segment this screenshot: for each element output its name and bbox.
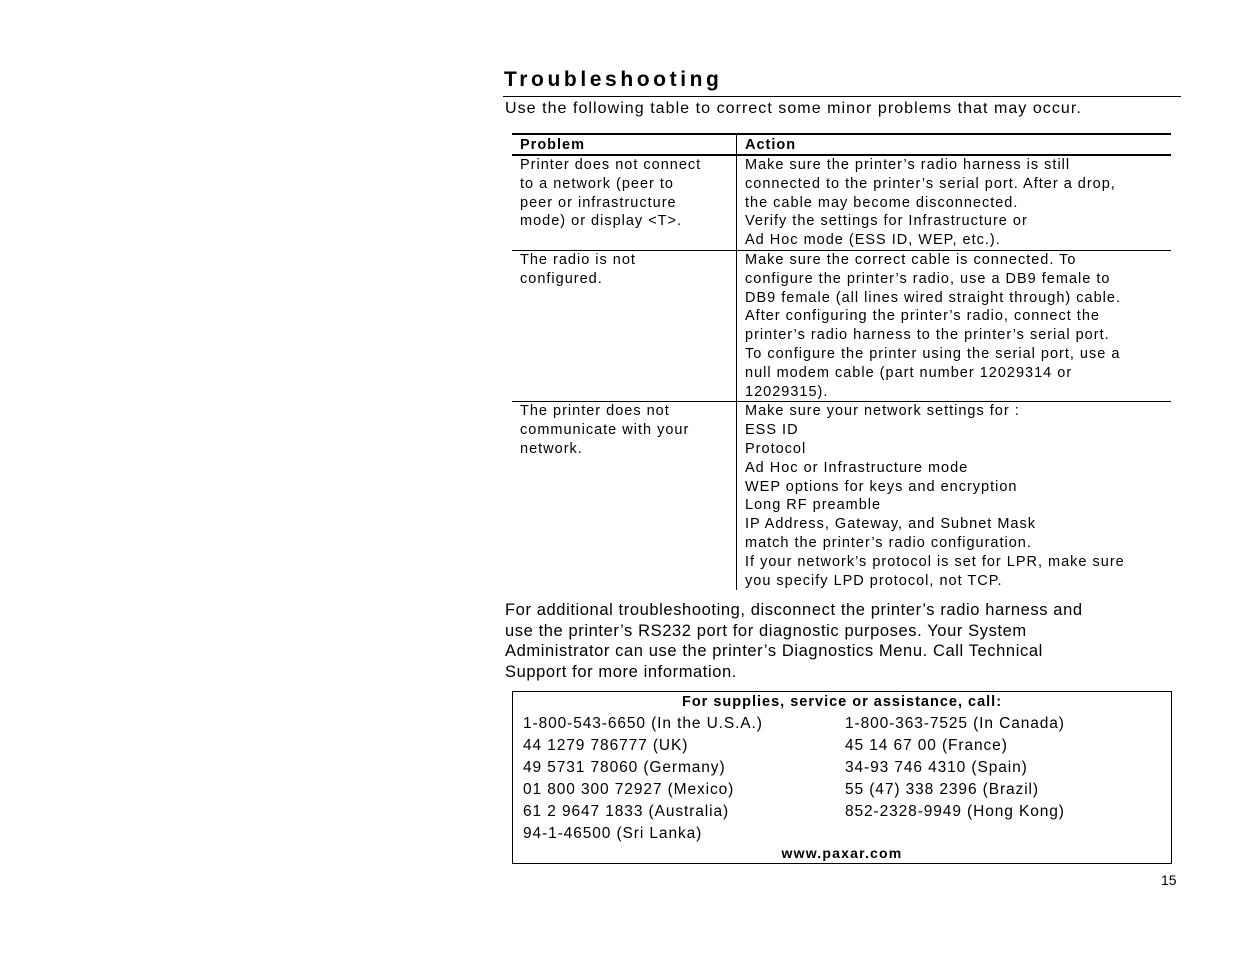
contact-list-left bbox=[523, 713, 763, 845]
table-row bbox=[512, 250, 1171, 401]
troubleshooting-table bbox=[512, 133, 1171, 590]
intro-text: Use the following table to correct some minor problems that may occur. bbox=[505, 100, 1082, 117]
phone-number: 44 1279 786777 (UK) bbox=[523, 737, 689, 754]
contact-list-right bbox=[845, 713, 1065, 823]
action-column-header: Action bbox=[737, 134, 1172, 155]
contact-heading: For supplies, service or assistance, call: bbox=[681, 694, 1003, 710]
phone-number: 1-800-543-6650 (In the U.S.A.) bbox=[523, 715, 763, 732]
phone-number: 61 2 9647 1833 (Australia) bbox=[523, 803, 730, 820]
website-url: www.paxar.com bbox=[781, 845, 903, 861]
phone-number: 852-2328-9949 (Hong Kong) bbox=[845, 803, 1065, 820]
phone-number: 94-1-46500 (Sri Lanka) bbox=[523, 825, 703, 842]
action-cell: Make sure the correct cable is connected. To configure the printer’s radio, use a DB9 female to DB9 female (all lines wired straight through) cable. After configuring the printer’s radio, connect the printer’s radio harness to the printer’s serial port. To configure the printer using the serial port, use a null modem cable (part number 12029314 or 12029315). bbox=[737, 250, 1172, 401]
table-row bbox=[512, 155, 1171, 250]
phone-number: 55 (47) 338 2396 (Brazil) bbox=[845, 781, 1039, 798]
additional-troubleshooting-text: For additional troubleshooting, disconnect the printer’s radio harness and use the printer’s RS232 port for diagnostic purposes. Your System Administrator can use the printer’s Diagnostics Menu. Call Technical Support for more information. bbox=[505, 601, 1083, 681]
phone-number: 01 800 300 72927 (Mexico) bbox=[523, 781, 735, 798]
phone-number: 49 5731 78060 (Germany) bbox=[523, 759, 726, 776]
action-cell: Make sure the printer’s radio harness is still connected to the printer’s serial port. After a drop, the cable may become disconnected. Verify the settings for Infrastructure or Ad Hoc mode (ESS ID, WEP, etc.). bbox=[737, 155, 1172, 250]
phone-number: 1-800-363-7525 (In Canada) bbox=[845, 715, 1065, 732]
phone-number: 45 14 67 00 (France) bbox=[845, 737, 1008, 754]
problem-cell: Printer does not connect to a network (peer to peer or infrastructure mode) or display <T>. bbox=[512, 155, 737, 250]
page-number: 15 bbox=[1161, 872, 1177, 888]
section-title: Troubleshooting bbox=[504, 68, 723, 91]
table-row bbox=[512, 402, 1171, 590]
title-divider bbox=[503, 96, 1181, 97]
problem-cell: The radio is not configured. bbox=[512, 250, 737, 401]
action-cell: Make sure your network settings for : ESS ID Protocol Ad Hoc or Infrastructure mode WEP options for keys and encryption Long RF preamble IP Address, Gateway, and Subnet Mask match the printer’s radio configuration. If your network’s protocol is set for LPR, make sure you specify LPD protocol, not TCP. bbox=[737, 402, 1172, 590]
table-header-row bbox=[512, 134, 1171, 155]
contact-box bbox=[512, 691, 1172, 864]
problem-cell: The printer does not communicate with your network. bbox=[520, 403, 690, 457]
phone-number: 34-93 746 4310 (Spain) bbox=[845, 759, 1028, 776]
problem-column-header: Problem bbox=[512, 134, 737, 155]
